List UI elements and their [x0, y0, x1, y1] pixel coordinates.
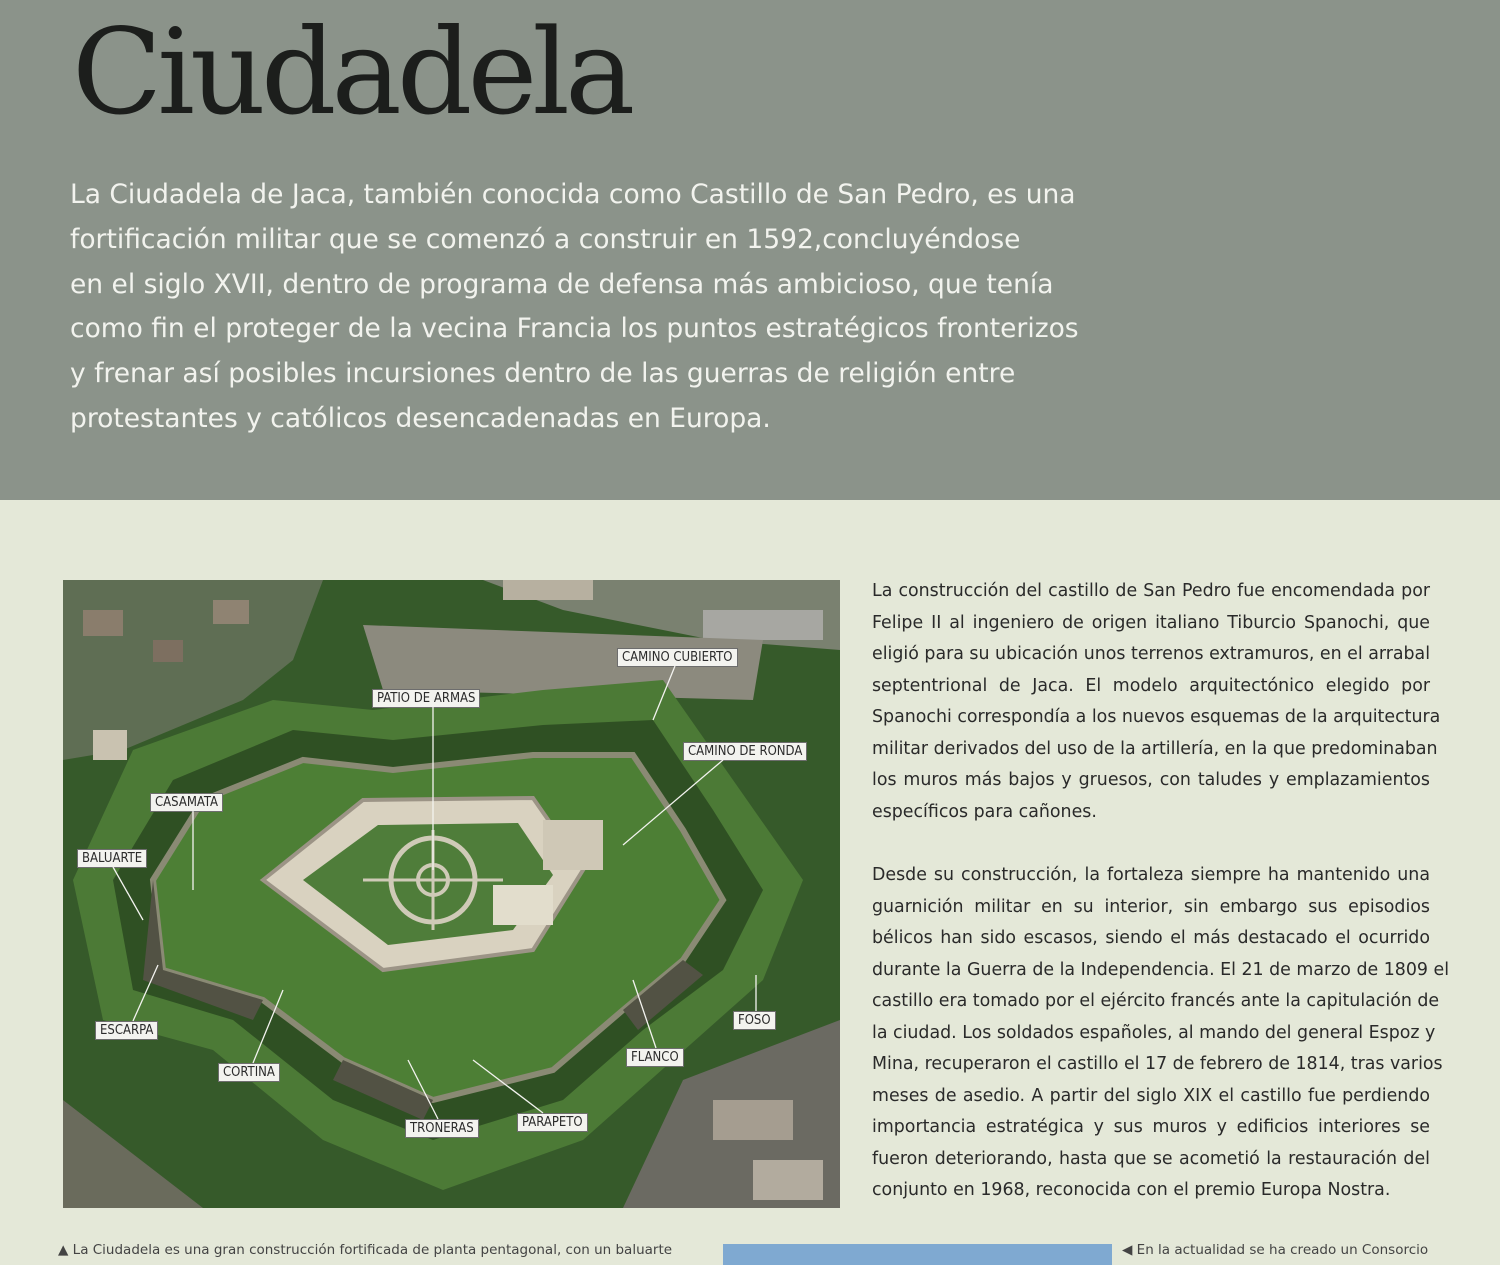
intro-line: como fin el proteger de la vecina Francia los puntos estratégicos fronterizos	[70, 313, 1079, 345]
header-band	[0, 0, 1500, 500]
label-patio-de-armas: PATIO DE ARMAS	[372, 689, 480, 708]
paragraph-line: importancia estratégica y sus muros y edificios interiores se	[872, 1117, 1430, 1137]
paragraph-line: conjunto en 1968, reconocida con el premio Europa Nostra.	[872, 1180, 1391, 1200]
paragraph-line: eligió para su ubicación unos terrenos extramuros, en el arrabal	[872, 644, 1431, 664]
label-parapeto: PARAPETO	[517, 1113, 588, 1132]
paragraph-line: Felipe II al ingeniero de origen italiano Tiburcio Spanochi, que	[872, 612, 1430, 633]
aerial-photo-illustration	[63, 580, 840, 1208]
paragraph-line: fueron deteriorando, hasta que se acometió la restauración del	[872, 1148, 1430, 1169]
paragraph-history	[872, 860, 1450, 1207]
paragraph-line: septentrional de Jaca. El modelo arquitectónico elegido por	[872, 675, 1430, 696]
paragraph-line: La construcción del castillo de San Pedro fue encomendada por	[872, 581, 1430, 601]
label-camino-cubierto: CAMINO CUBIERTO	[617, 648, 738, 667]
aerial-photo	[63, 580, 840, 1208]
photo-caption: ▲ La Ciudadela es una gran construcción fortificada de planta pentagonal, con un baluarte	[58, 1242, 673, 1258]
intro-line: protestantes y católicos desencadenadas en Europa.	[70, 402, 771, 434]
label-flanco: FLANCO	[626, 1048, 684, 1067]
paragraph-construction	[872, 576, 1441, 828]
label-troneras: TRONERAS	[405, 1119, 479, 1138]
intro-line: fortificación militar que se comenzó a construir en 1592,concluyéndose	[70, 223, 1021, 255]
label-baluarte: BALUARTE	[77, 849, 147, 868]
label-foso: FOSO	[733, 1011, 776, 1030]
side-caption: ◀ En la actualidad se ha creado un Consorcio	[1122, 1242, 1429, 1258]
label-casamata: CASAMATA	[150, 793, 223, 812]
paragraph-line: la ciudad. Los soldados españoles, al mando del general Espoz y	[872, 1022, 1436, 1043]
intro-line: La Ciudadela de Jaca, también conocida como Castillo de San Pedro, es una	[70, 179, 1076, 210]
label-cortina: CORTINA	[218, 1063, 280, 1082]
paragraph-line: bélicos han sido escasos, siendo el más destacado el ocurrido	[872, 928, 1430, 948]
intro-paragraph	[70, 173, 1130, 442]
paragraph-line: Desde su construcción, la fortaleza siempre ha mantenido una	[872, 865, 1430, 885]
page-title: Ciudadela	[72, 3, 631, 141]
paragraph-line: meses de asedio. A partir del siglo XIX el castillo fue perdiendo	[872, 1085, 1430, 1106]
blue-image-strip	[723, 1244, 1112, 1265]
paragraph-line: durante la Guerra de la Independencia. El 21 de marzo de 1809 el	[872, 959, 1450, 980]
paragraph-line: guarnición militar en su interior, sin embargo sus episodios	[872, 896, 1430, 917]
intro-line: y frenar así posibles incursiones dentro de las guerras de religión entre	[70, 358, 1016, 390]
paragraph-line: castillo era tomado por el ejército francés ante la capitulación de	[872, 991, 1440, 1011]
label-camino-de-ronda: CAMINO DE RONDA	[683, 742, 807, 761]
label-escarpa: ESCARPA	[95, 1021, 158, 1040]
paragraph-line: militar derivados del uso de la artillería, en la que predominaban	[872, 738, 1438, 759]
paragraph-line: Mina, recuperaron el castillo el 17 de febrero de 1814, tras varios	[872, 1054, 1443, 1074]
intro-line: en el siglo XVII, dentro de programa de defensa más ambicioso, que tenía	[70, 268, 1054, 300]
paragraph-line: los muros más bajos y gruesos, con taludes y emplazamientos	[872, 770, 1430, 790]
paragraph-line: específicos para cañones.	[872, 801, 1097, 822]
paragraph-line: Spanochi correspondía a los nuevos esquemas de la arquitectura	[872, 707, 1441, 727]
